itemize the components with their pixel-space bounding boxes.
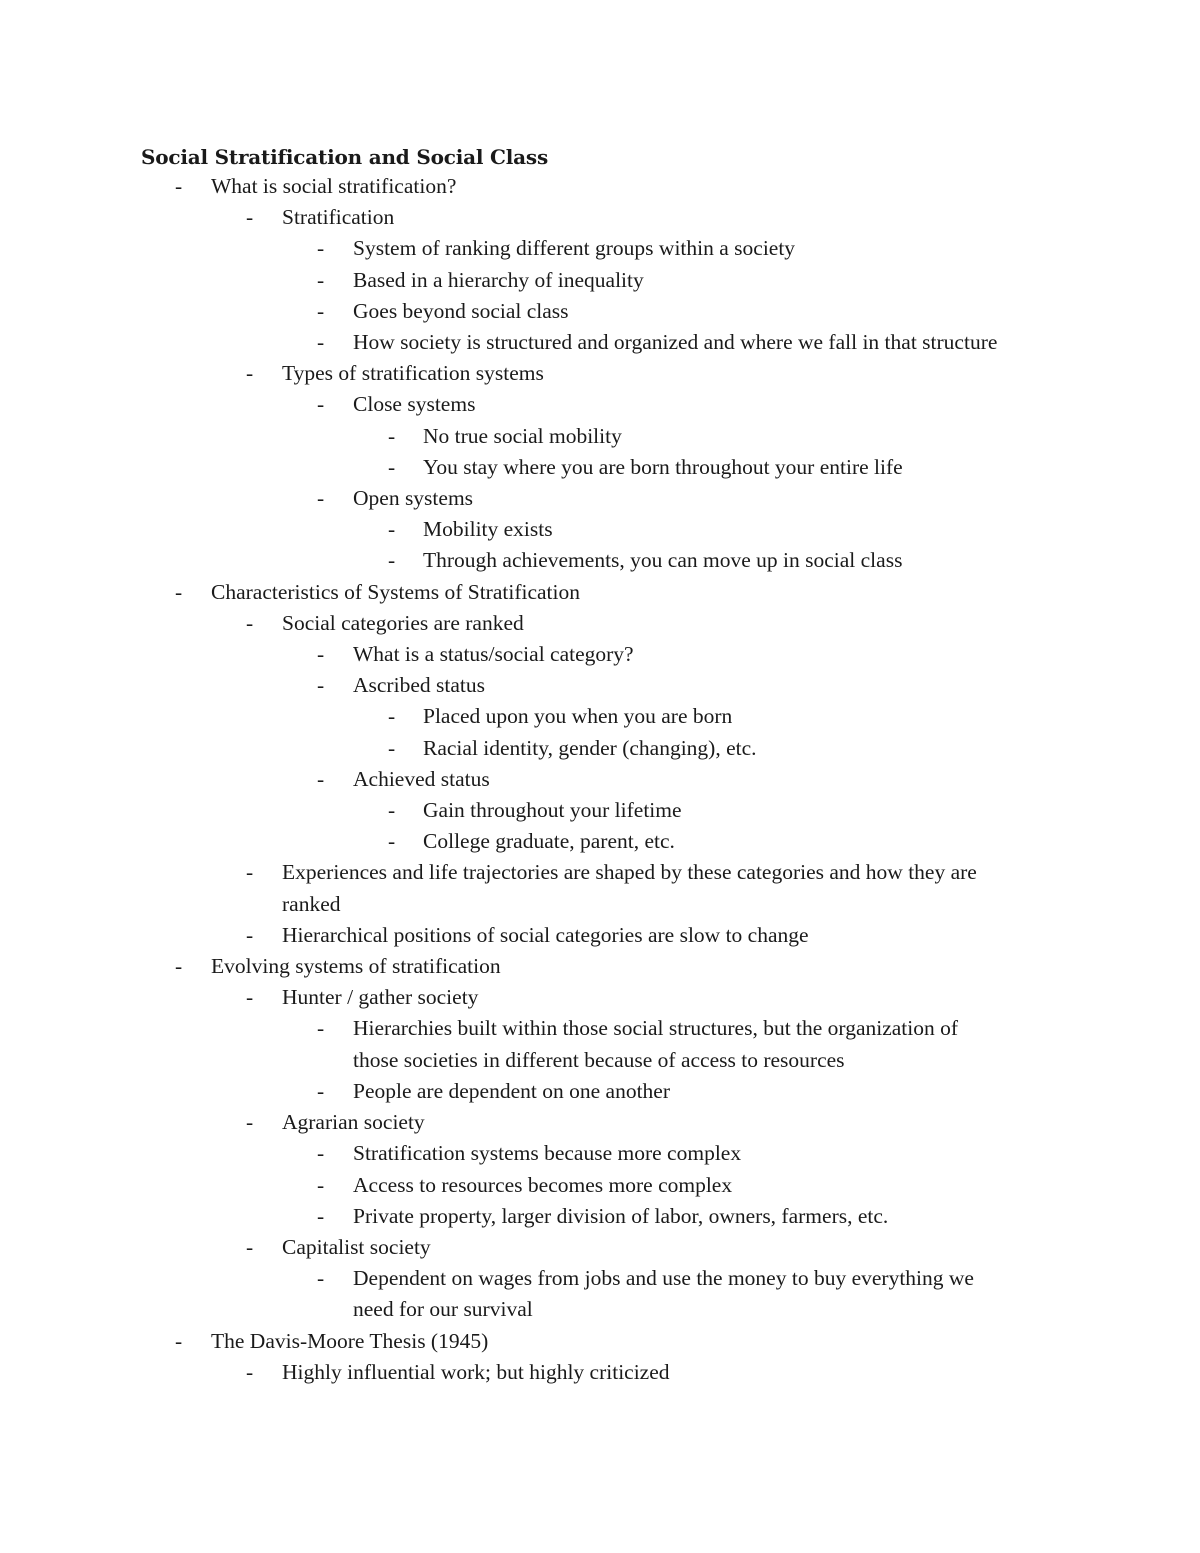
outline-item-text-continued: ranked [282, 891, 341, 916]
outline-item-text: Stratification systems because more complex [353, 1141, 742, 1166]
bullet-dash: - [317, 486, 325, 511]
outline-item-level-1 [0, 951, 1200, 982]
outline-item-text: Private property, larger division of labor, owners, farmers, etc. [353, 1203, 889, 1228]
outline-item-text: Through achievements, you can move up in social class [423, 548, 903, 573]
outline-item-text: Characteristics of Systems of Stratification [211, 579, 580, 604]
bullet-dash: - [317, 642, 325, 667]
outline-item-level-3 [0, 483, 1200, 514]
bullet-dash: - [246, 1359, 254, 1384]
bullet-dash: - [317, 1141, 325, 1166]
outline-item-level-4 [0, 826, 1200, 857]
outline-item-level-3 [0, 296, 1200, 327]
bullet-dash: - [317, 1172, 325, 1197]
outline-item-level-3 [0, 1138, 1200, 1169]
outline-item-level-3 [0, 639, 1200, 670]
outline-item-text: Capitalist society [282, 1234, 431, 1259]
outline-item-level-2 [0, 1232, 1200, 1263]
outline-item-text: Types of stratification systems [282, 361, 544, 386]
outline-item-text: Hierarchies built within those social structures, but the organization of [353, 1016, 959, 1041]
bullet-dash: - [246, 860, 254, 885]
bullet-dash: - [317, 1266, 325, 1291]
bullet-dash: - [175, 1328, 183, 1353]
outline-item-text: Goes beyond social class [353, 298, 569, 323]
outline-list [0, 171, 1200, 1388]
outline-item-level-4 [0, 452, 1200, 483]
outline-item-text: Hunter / gather society [282, 985, 479, 1010]
outline-item-level-4 [0, 421, 1200, 452]
outline-item-text: College graduate, parent, etc. [423, 829, 675, 854]
outline-item-text: Experiences and life trajectories are shaped by these categories and how they are [282, 860, 977, 885]
outline-item-level-4 [0, 545, 1200, 576]
outline-item-level-2 [0, 202, 1200, 233]
outline-item-text: Evolving systems of stratification [211, 954, 501, 979]
outline-item-level-2 [0, 982, 1200, 1013]
outline-item-text: Highly influential work; but highly criticized [282, 1359, 670, 1384]
outline-item-text: Achieved status [353, 766, 490, 791]
outline-item-level-3 [0, 265, 1200, 296]
outline-item-level-3 [0, 1170, 1200, 1201]
outline-item-text: Open systems [353, 486, 474, 511]
outline-item-level-3 [0, 1201, 1200, 1232]
outline-item-level-3 [0, 670, 1200, 701]
outline-item-text: What is social stratification? [211, 174, 457, 198]
outline-item-text: Ascribed status [353, 673, 485, 698]
bullet-dash: - [388, 423, 396, 448]
outline-item-level-3 [0, 764, 1200, 795]
outline-item-level-3 [0, 389, 1200, 420]
outline-item-text: No true social mobility [423, 423, 622, 448]
outline-item-level-2 [0, 358, 1200, 389]
outline-item-level-4 [0, 733, 1200, 764]
bullet-dash: - [246, 922, 254, 947]
outline-item-level-3 [0, 233, 1200, 264]
bullet-dash: - [388, 548, 396, 573]
document-title: Social Stratification and Social Class [141, 145, 549, 169]
bullet-dash: - [388, 517, 396, 542]
outline-item-level-3 [0, 1076, 1200, 1107]
outline-item-text: How society is structured and organized and where we fall in that structure [353, 330, 998, 355]
outline-item-level-4 [0, 701, 1200, 732]
outline-item-text: Social categories are ranked [282, 610, 524, 635]
outline-item-text-continued: need for our survival [353, 1297, 533, 1322]
outline-item-text: You stay where you are born throughout your entire life [423, 454, 903, 479]
outline-item-text: Hierarchical positions of social categories are slow to change [282, 922, 809, 947]
bullet-dash: - [317, 392, 325, 417]
outline-item-text: Gain throughout your lifetime [423, 798, 682, 823]
bullet-dash: - [175, 174, 183, 198]
outline-item-text: Agrarian society [282, 1110, 425, 1135]
bullet-dash: - [317, 1203, 325, 1228]
outline-item-text: Dependent on wages from jobs and use the money to buy everything we [353, 1266, 974, 1291]
bullet-dash: - [246, 1110, 254, 1135]
outline-item-level-1 [0, 577, 1200, 608]
bullet-dash: - [175, 954, 183, 979]
bullet-dash: - [317, 1078, 325, 1103]
outline-item-text: Stratification [282, 205, 395, 230]
outline-item-level-1 [0, 1326, 1200, 1357]
outline-item-text: Racial identity, gender (changing), etc. [423, 735, 757, 760]
outline-item-level-3 [0, 327, 1200, 358]
outline-item-level-4 [0, 795, 1200, 826]
outline-item-level-2 [0, 608, 1200, 639]
outline-item-level-2 [0, 920, 1200, 951]
outline-item-level-2 [0, 857, 1200, 919]
bullet-dash: - [317, 673, 325, 698]
bullet-dash: - [246, 205, 254, 230]
outline-item-level-3 [0, 1013, 1200, 1075]
bullet-dash: - [246, 361, 254, 386]
bullet-dash: - [317, 330, 325, 355]
outline-item-text: Close systems [353, 392, 476, 417]
outline-item-text: The Davis-Moore Thesis (1945) [211, 1328, 489, 1353]
bullet-dash: - [317, 236, 325, 261]
bullet-dash: - [388, 454, 396, 479]
bullet-dash: - [317, 766, 325, 791]
outline-item-text: What is a status/social category? [353, 642, 634, 667]
bullet-dash: - [246, 610, 254, 635]
outline-item-level-2 [0, 1357, 1200, 1388]
bullet-dash: - [388, 798, 396, 823]
outline-item-text: Placed upon you when you are born [423, 704, 733, 729]
outline-item-text: System of ranking different groups within a society [353, 236, 796, 261]
bullet-dash: - [388, 704, 396, 729]
outline-item-text: Mobility exists [423, 517, 553, 542]
bullet-dash: - [388, 735, 396, 760]
outline-item-level-1 [0, 171, 1200, 202]
bullet-dash: - [246, 1234, 254, 1259]
bullet-dash: - [317, 267, 325, 292]
bullet-dash: - [388, 829, 396, 854]
bullet-dash: - [246, 985, 254, 1010]
bullet-dash: - [317, 298, 325, 323]
outline-item-text: People are dependent on one another [353, 1078, 670, 1103]
bullet-dash: - [317, 1016, 325, 1041]
outline-item-text-continued: those societies in different because of access to resources [353, 1047, 845, 1072]
outline-item-level-4 [0, 514, 1200, 545]
outline-item-text: Based in a hierarchy of inequality [353, 267, 644, 292]
outline-item-text: Access to resources becomes more complex [353, 1172, 733, 1197]
outline-item-level-3 [0, 1263, 1200, 1325]
bullet-dash: - [175, 579, 183, 604]
outline-item-level-2 [0, 1107, 1200, 1138]
